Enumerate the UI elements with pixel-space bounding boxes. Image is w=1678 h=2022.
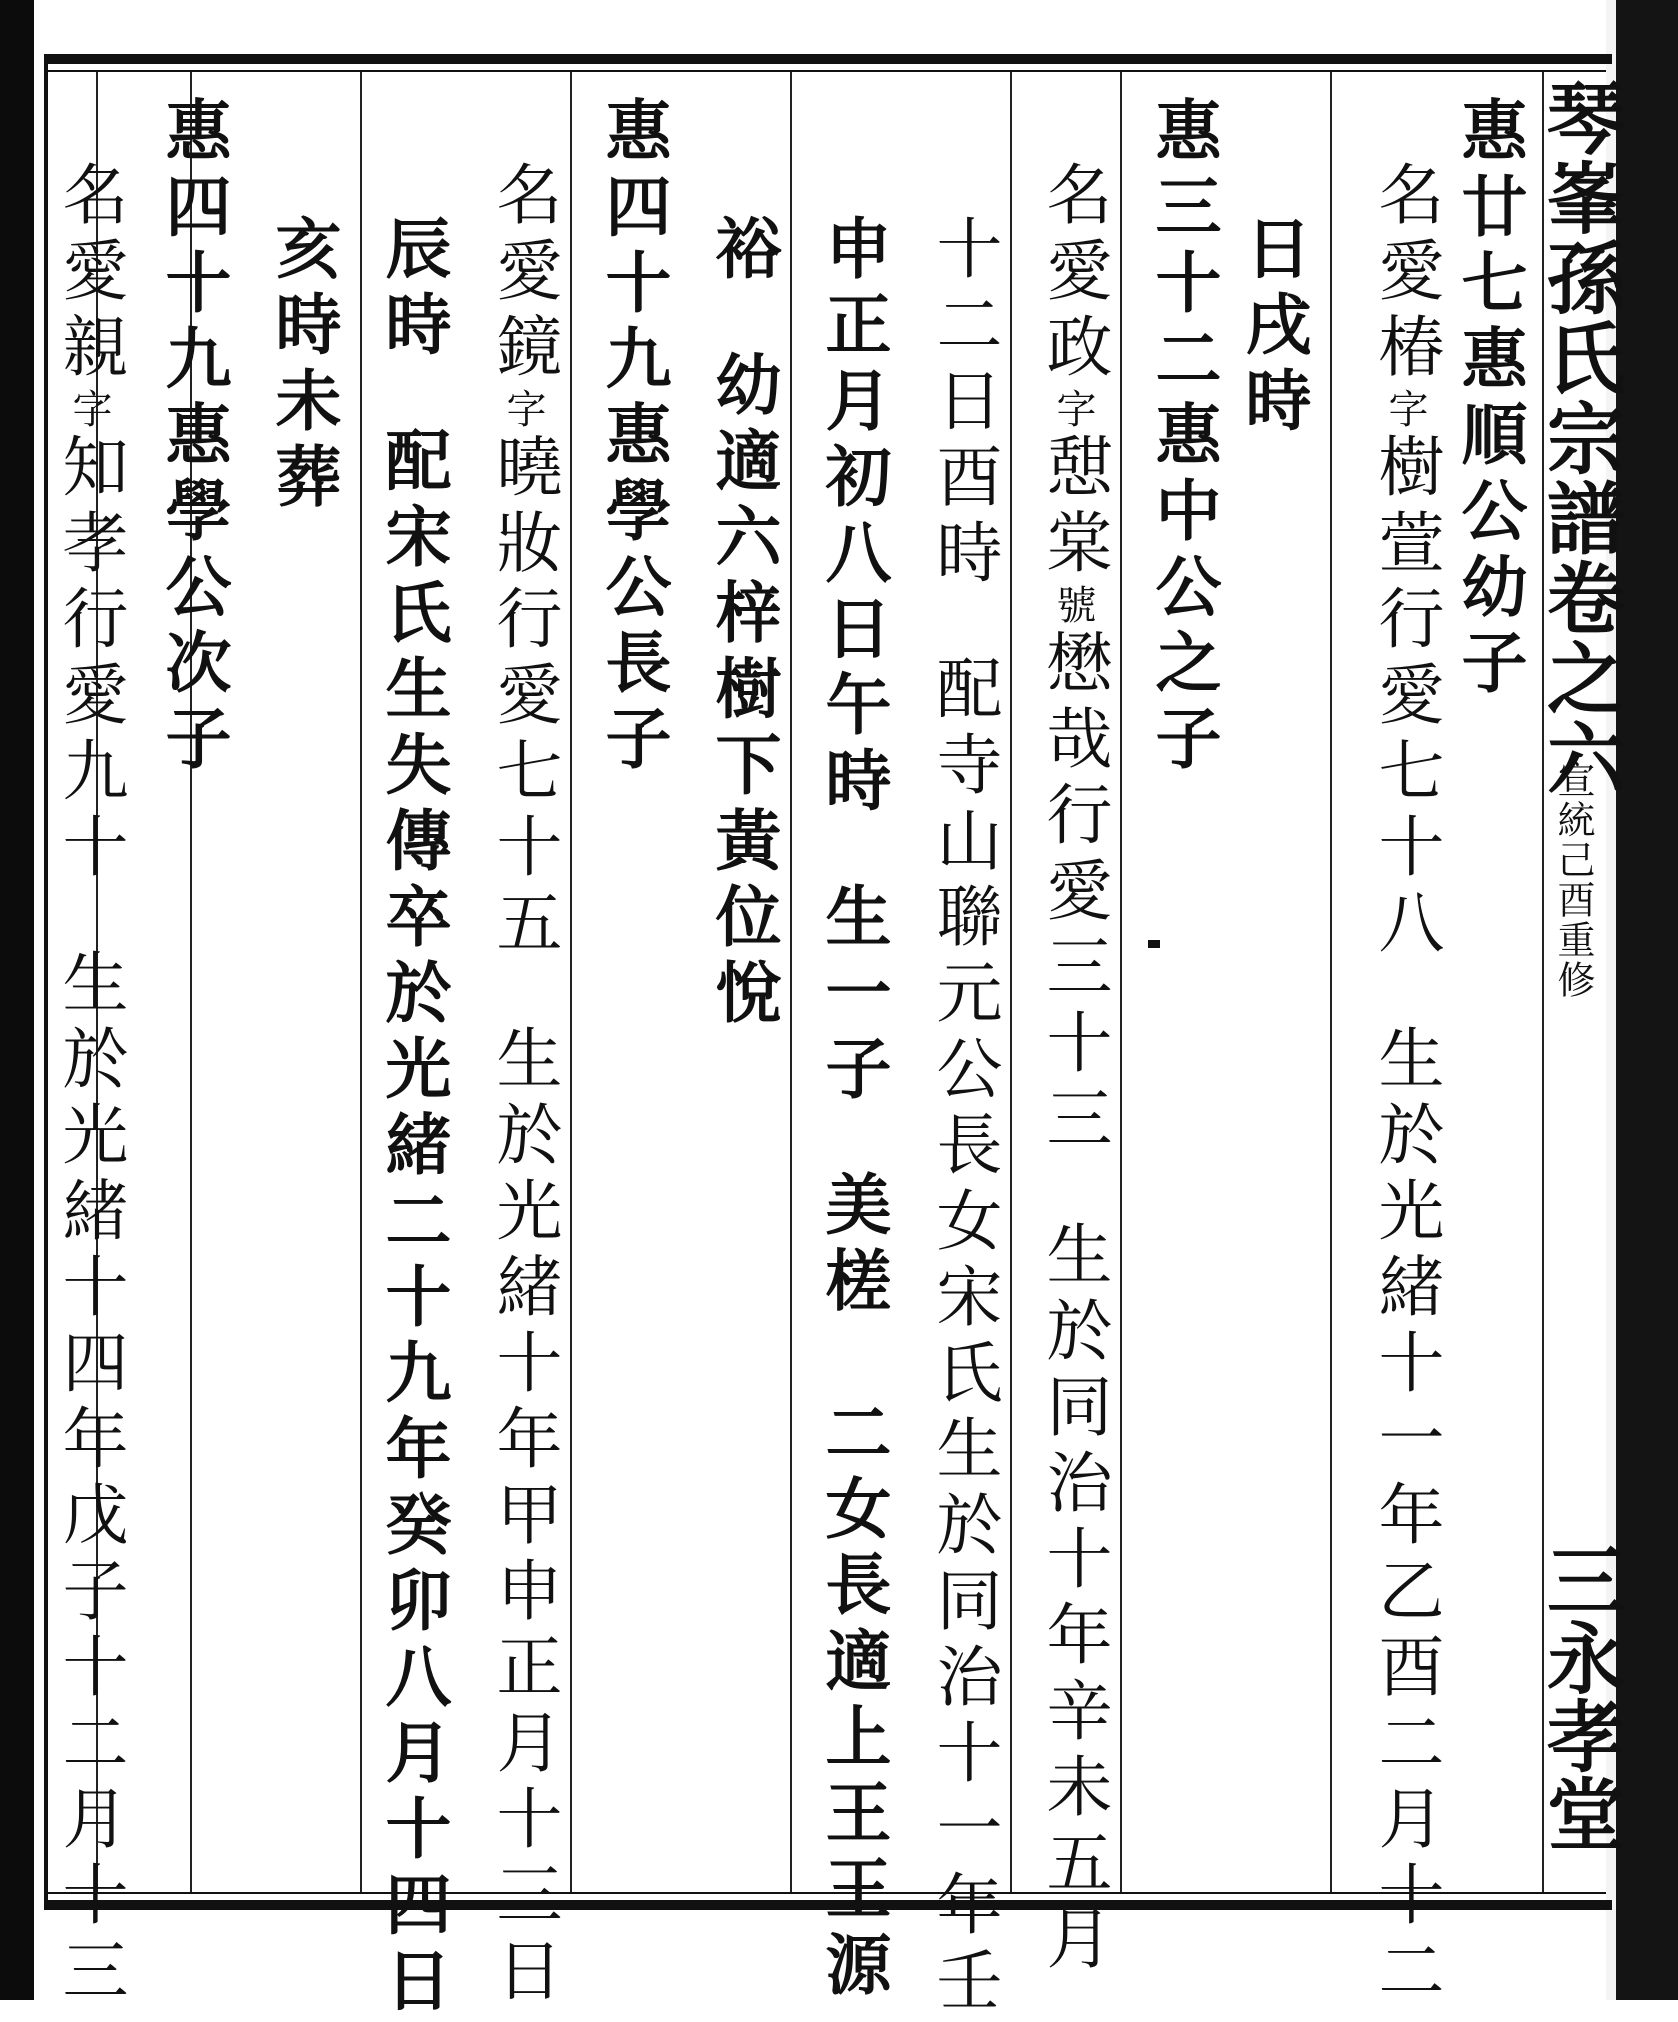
entry-name-line: 名愛鏡字曉妝行愛七十五生於光緒十年甲申正月十三日 bbox=[485, 160, 562, 2012]
right-page-edge bbox=[1616, 0, 1678, 2000]
edition-note: 宣統己酉重修 bbox=[1551, 760, 1595, 1000]
ink-mark bbox=[1148, 940, 1160, 948]
entry-heading: 惠四十九惠學公長子 bbox=[594, 96, 672, 780]
birth-time: 日戌時 bbox=[1234, 214, 1312, 442]
daughter-marriage-line: 裕幼適六梓樹下黃位悅 bbox=[704, 214, 782, 1034]
entry-name-line: 名愛椿字樹萱行愛七十八生於光緒十一年乙酉二月十二 bbox=[1367, 160, 1444, 2012]
frame-inner-top-rule bbox=[44, 70, 1606, 72]
entry-name-line: 名愛政字憇棠號懋哉行愛三十三生於同治十年辛未五月 bbox=[1035, 160, 1112, 1980]
genealogy-title: 琴峯孫氏宗譜卷之六 bbox=[1534, 78, 1625, 798]
column-rule bbox=[1120, 72, 1122, 1892]
entry-name-line: 名愛親字知孝行愛九十生於光緒十四年戊子十二月十三 bbox=[51, 160, 128, 2012]
column-rule bbox=[570, 72, 572, 1892]
column-rule bbox=[1010, 72, 1012, 1892]
column-rule bbox=[790, 72, 792, 1892]
entry-heading: 惠廿七惠順公幼子 bbox=[1450, 96, 1528, 704]
death-time-line: 亥時未葬 bbox=[264, 214, 342, 518]
entry-heading: 惠三十二惠中公之子 bbox=[1144, 96, 1222, 780]
birth-and-spouse-line: 十二日酉時配寺山聯元公長女宋氏生於同治十一年壬 bbox=[925, 214, 1002, 2022]
column-rule bbox=[360, 72, 362, 1892]
entry-heading: 惠四十九惠學公次子 bbox=[154, 96, 232, 780]
birth-and-children-line: 申正月初八日午時生一子美槎 二女長適上王王源 bbox=[814, 214, 892, 2006]
birth-and-spouse-line: 辰時配宋氏生失傳卒於光緒二十九年癸卯八月十四日 bbox=[374, 214, 452, 2022]
column-rule bbox=[1330, 72, 1332, 1892]
left-page-edge bbox=[0, 0, 34, 2000]
leaf-number-and-hall: 三永孝堂 bbox=[1534, 1540, 1625, 1852]
